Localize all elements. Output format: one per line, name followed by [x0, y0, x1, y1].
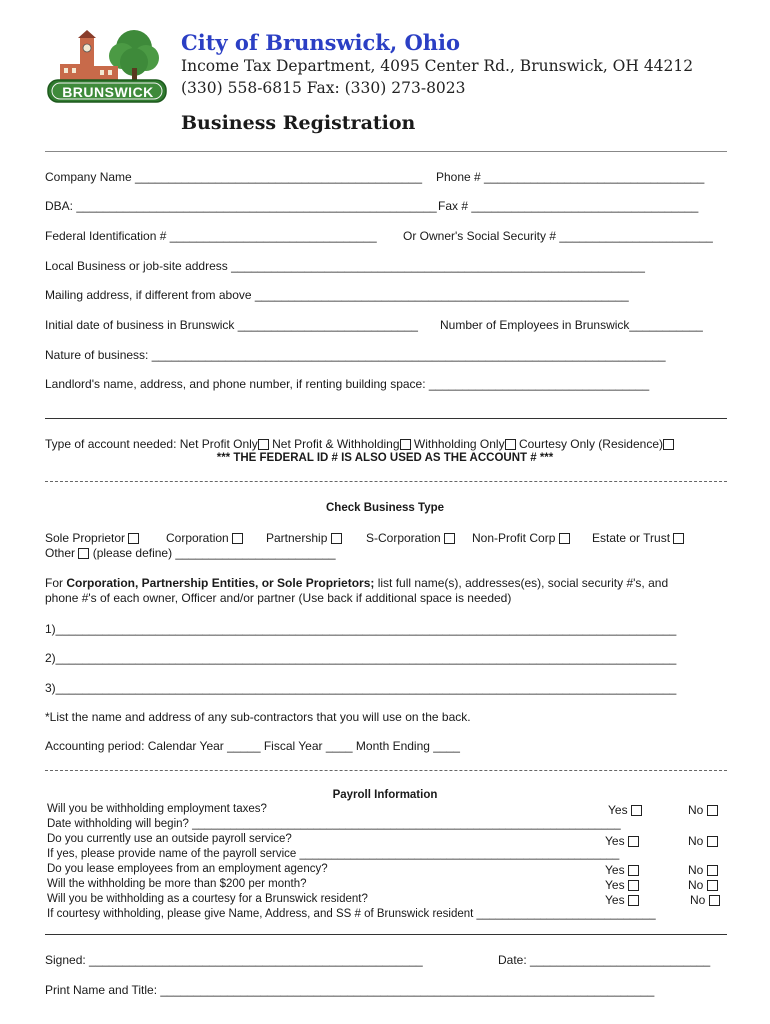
- other-checkbox[interactable]: [78, 548, 89, 559]
- dba-field[interactable]: DBA: ______________________________________________________: [45, 199, 437, 213]
- s-corporation-label: S-Corporation: [366, 531, 441, 545]
- payroll-q5: Do you lease employees from an employment agency?: [47, 863, 328, 875]
- s-corporation-option: [366, 531, 455, 545]
- withholding-only-label: Withholding Only: [413, 437, 505, 451]
- landlord-line-2[interactable]: [45, 418, 727, 419]
- q1-yes-checkbox[interactable]: [631, 805, 642, 816]
- q3-yes-checkbox[interactable]: [628, 836, 639, 847]
- q7-yes-checkbox[interactable]: [628, 895, 639, 906]
- corporation-checkbox[interactable]: [232, 533, 243, 544]
- q7-no-checkbox[interactable]: [709, 895, 720, 906]
- q5-yes-checkbox[interactable]: [628, 865, 639, 876]
- q3-yes-option: [605, 834, 639, 848]
- non-profit-option: [472, 531, 570, 545]
- other-option: [45, 546, 336, 560]
- withholding-only-checkbox[interactable]: [505, 439, 516, 450]
- q1-no-checkbox[interactable]: [707, 805, 718, 816]
- no-label: No: [688, 863, 704, 877]
- q5-no-checkbox[interactable]: [707, 865, 718, 876]
- print-name-field[interactable]: Print Name and Title: __________________________________________________________________________: [45, 983, 655, 997]
- section-divider-2: [45, 770, 727, 771]
- yes-label: Yes: [608, 803, 628, 817]
- city-logo: [46, 28, 170, 106]
- account-type-label: Type of account needed: Net Profit Only: [45, 437, 258, 451]
- mailing-address-field[interactable]: Mailing address, if different from above ________________________________________________________: [45, 288, 629, 302]
- yes-label: Yes: [605, 878, 625, 892]
- account-notice: *** THE FEDERAL ID # IS ALSO USED AS THE ACCOUNT # ***: [216, 452, 554, 464]
- partnership-option: [266, 531, 342, 545]
- sole-proprietor-label: Sole Proprietor: [45, 531, 126, 545]
- payroll-q3: Do you currently use an outside payroll service?: [47, 833, 292, 845]
- company-name-field[interactable]: Company Name ___________________________________________: [45, 170, 423, 184]
- other-define-field[interactable]: (please define) ________________________: [92, 546, 336, 560]
- courtesy-only-checkbox[interactable]: [663, 439, 674, 450]
- net-profit-withholding-label: Net Profit & Withholding: [272, 437, 400, 451]
- account-type-row: [45, 437, 674, 451]
- federal-id-field[interactable]: Federal Identification # _______________________________: [45, 229, 377, 243]
- nature-of-business-field[interactable]: Nature of business: _____________________________________________________________________________: [45, 348, 666, 362]
- q6-no-checkbox[interactable]: [707, 880, 718, 891]
- owners-intro-bold: Corporation, Partnership Entities, or Sole Proprietors;: [66, 576, 375, 590]
- landlord-field[interactable]: Landlord's name, address, and phone number, if renting building space: _________________________________: [45, 377, 650, 391]
- courtesy-only-label: Courtesy Only (Residence): [518, 437, 663, 451]
- corporation-option: [166, 531, 243, 545]
- owners-instructions-line2: phone #'s of each owner, Officer and/or partner (Use back if additional space is needed): [45, 591, 512, 605]
- payroll-q4[interactable]: If yes, please provide name of the payroll service __________________________________________________: [47, 848, 620, 860]
- net-profit-withholding-checkbox[interactable]: [400, 439, 411, 450]
- estate-trust-option: [592, 531, 684, 545]
- owner-line-2[interactable]: 2)_____________________________________________________________________________________________: [45, 651, 677, 665]
- yes-label: Yes: [605, 834, 625, 848]
- q5-no-option: [688, 863, 718, 877]
- partnership-checkbox[interactable]: [331, 533, 342, 544]
- owner-ssn-field[interactable]: Or Owner's Social Security # _______________________: [403, 229, 713, 243]
- no-label: No: [690, 893, 706, 907]
- yes-label: Yes: [605, 863, 625, 877]
- fax-field[interactable]: Fax # __________________________________: [438, 199, 699, 213]
- no-label: No: [688, 878, 704, 892]
- logo-text: BRUNSWICK: [62, 84, 154, 100]
- corporation-label: Corporation: [166, 531, 229, 545]
- sole-proprietor-checkbox[interactable]: [128, 533, 139, 544]
- q7-no-option: [690, 893, 720, 907]
- accounting-period-field[interactable]: Accounting period: Calendar Year _____ Fiscal Year ____ Month Ending ____: [45, 739, 460, 753]
- initial-date-field[interactable]: Initial date of business in Brunswick ___________________________: [45, 318, 418, 332]
- employees-field[interactable]: Number of Employees in Brunswick___________: [440, 318, 703, 332]
- payroll-q7: Will you be withholding as a courtesy for a Brunswick resident?: [47, 893, 368, 905]
- q6-yes-checkbox[interactable]: [628, 880, 639, 891]
- no-label: No: [688, 834, 704, 848]
- q3-no-option: [688, 834, 718, 848]
- estate-trust-checkbox[interactable]: [673, 533, 684, 544]
- owners-intro-plain: For: [45, 576, 67, 590]
- q6-no-option: [688, 878, 718, 892]
- form-title: Business Registration: [181, 112, 416, 134]
- payroll-heading: Payroll Information: [332, 789, 438, 801]
- section-divider-1: [45, 481, 727, 482]
- business-type-row: [45, 531, 139, 545]
- payroll-q1: Will you be withholding employment taxes?: [47, 803, 267, 815]
- payroll-q6: Will the withholding be more than $200 per month?: [47, 878, 307, 890]
- owner-line-3[interactable]: 3)_____________________________________________________________________________________________: [45, 681, 677, 695]
- subcontractors-note: *List the name and address of any sub-contractors that you will use on the back.: [45, 710, 471, 724]
- partnership-label: Partnership: [266, 531, 328, 545]
- q7-yes-option: [605, 893, 639, 907]
- estate-trust-label: Estate or Trust: [592, 531, 671, 545]
- s-corporation-checkbox[interactable]: [444, 533, 455, 544]
- phone-fax: (330) 558-6815 Fax: (330) 273-8023: [181, 79, 466, 97]
- signed-field[interactable]: Signed: __________________________________________________: [45, 953, 423, 967]
- no-label: No: [688, 803, 704, 817]
- other-label: Other: [45, 546, 76, 560]
- q6-yes-option: [605, 878, 639, 892]
- department-address: Income Tax Department, 4095 Center Rd., Brunswick, OH 44212: [181, 57, 694, 75]
- payroll-q2[interactable]: Date withholding will begin? ___________________________________________________________________: [47, 818, 621, 830]
- q1-yes-option: [608, 803, 642, 817]
- header-divider: [45, 151, 727, 152]
- net-profit-checkbox[interactable]: [258, 439, 269, 450]
- owners-intro-rest: list full name(s), addresses(es), social security #'s, and: [374, 576, 669, 590]
- q5-yes-option: [605, 863, 639, 877]
- date-field[interactable]: Date: ___________________________: [498, 953, 711, 967]
- non-profit-label: Non-Profit Corp: [472, 531, 556, 545]
- owner-line-1[interactable]: 1)_____________________________________________________________________________________________: [45, 622, 677, 636]
- city-name: City of Brunswick, Ohio: [181, 30, 460, 55]
- phone-field[interactable]: Phone # _________________________________: [436, 170, 705, 184]
- business-type-heading: Check Business Type: [325, 502, 445, 514]
- local-address-field[interactable]: Local Business or job-site address ______________________________________________________________: [45, 259, 645, 273]
- yes-label: Yes: [605, 893, 625, 907]
- q1-no-option: [688, 803, 718, 817]
- payroll-resident-line[interactable]: [45, 934, 727, 935]
- owners-instructions: [45, 576, 668, 590]
- q3-no-checkbox[interactable]: [707, 836, 718, 847]
- payroll-q8[interactable]: If courtesy withholding, please give Name, Address, and SS # of Brunswick resident ____________________________: [47, 908, 656, 920]
- non-profit-checkbox[interactable]: [559, 533, 570, 544]
